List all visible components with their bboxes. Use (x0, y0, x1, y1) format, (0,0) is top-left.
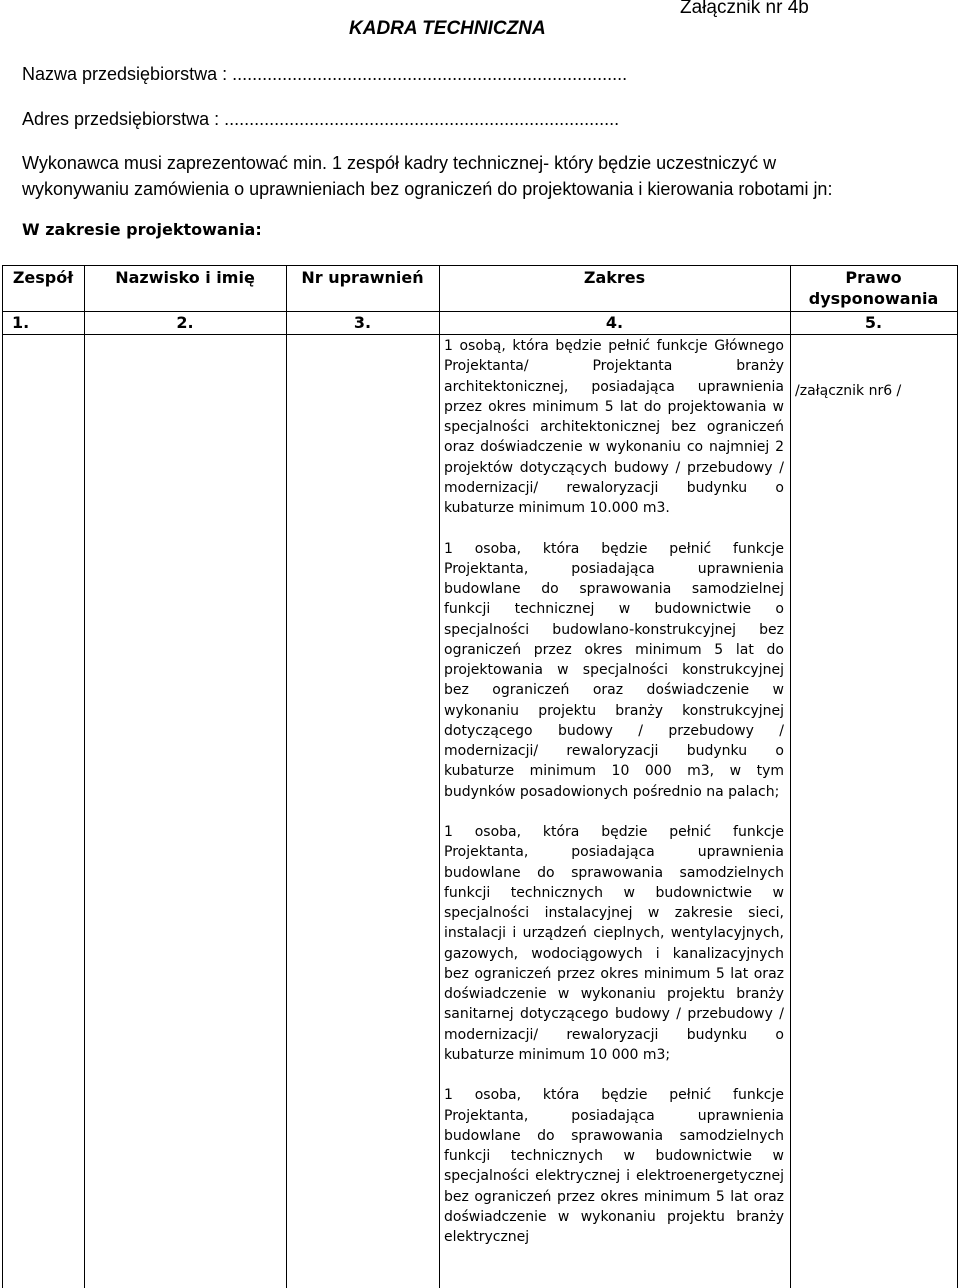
company-name-line: Nazwa przedsiębiorstwa : ............................................................................... (22, 64, 628, 84)
zakres-item-sanitarna: 1 osoba, która będzie pełnić funkcje Projektanta, posiadająca uprawnienia budowlane do sprawowania samodzielnych funkcji technicznych w budownictwie w specjalności instalacyjnej w zakresie sieci, instalacji i urządzeń cieplnych, wentylacyjnych, gazowych, wodociągowych i kanalizacyjnych bez ograniczeń przez okres minimum 5 lat oraz doświadczenie w wykonaniu projektu branży sanitarnej dotyczącego budowy / przebudowy / modernizacji/ rewaloryzacji budynku o kubaturze minimum 10 000 m3; (444, 824, 784, 1063)
zakres-column (444, 336, 784, 1268)
table-border-top (2, 265, 958, 266)
header-prawo-line1: Prawo (845, 268, 902, 287)
col-number-1: 1. (12, 313, 30, 332)
intro-line-1: Wykonawca musi zaprezentować min. 1 zespół kadry technicznej- który będzie uczestniczyć w (22, 153, 777, 173)
zakres-item-konstrukcja: 1 osoba, która będzie pełnić funkcje Projektanta, posiadająca uprawnienia budowlane do sprawowania samodzielnej funkcji technicznej w budownictwie o specjalności budowlano-konstrukcyjnej bez ograniczeń przez okres minimum 5 lat do projektowania w specjalności konstrukcyjnej bez ograniczeń oraz doświadczenie w wykonaniu projektu branży konstrukcyjnej dotyczącego budowy / przebudowy / modernizacji/ rewaloryzacji budynku o kubaturze minimum 10 000 m3, w tym budynków posadowionych pośrednio na palach; (444, 540, 784, 800)
zakres-item-architekt: 1 osobą, która będzie pełnić funkcje Głównego Projektanta/ Projektanta branży architektonicznej, posiadająca uprawnienia przez okres minimum 5 lat do projektowania w specjalności architektonicznej bez ograniczeń oraz doświadczenie w wykonaniu co najmniej 2 projektów dotyczących budowy / przebudowy / modernizacji/ rewaloryzacji budynku o kubaturze minimum 10.000 m3. (444, 338, 784, 516)
col-number-2: 2. (176, 313, 194, 332)
header-prawo-line2: dysponowania (808, 289, 939, 308)
header-nazwisko: Nazwisko i imię (115, 268, 255, 287)
col-number-5: 5. (864, 313, 883, 332)
section-title: W zakresie projektowania: (22, 220, 262, 239)
header-zespol: Zespół (12, 268, 74, 287)
col-number-4: 4. (605, 313, 624, 332)
header-zakres: Zakres (583, 268, 646, 287)
document-title: KADRA TECHNICZNA (349, 18, 546, 39)
table-border-left (2, 265, 3, 1288)
table-border-right (957, 265, 958, 1288)
table-col-divider-2 (286, 265, 287, 1288)
table-col-divider-4 (790, 265, 791, 1288)
annex-label: Załącznik nr 4b (680, 0, 809, 18)
company-address-line: Adres przedsiębiorstwa : ............................................................................... (22, 109, 620, 129)
zakres-item-elektryczna: 1 osoba, która będzie pełnić funkcje Projektanta, posiadająca uprawnienia budowlane do sprawowania samodzielnych funkcji technicznych w budownictwie w specjalności elektrycznej i elektroenergetycznej bez ograniczeń przez okres minimum 5 lat oraz doświadczenie w wykonaniu projektu branży elektrycznej (444, 1087, 784, 1245)
table-col-divider-3 (439, 265, 440, 1288)
table-col-divider-1 (84, 265, 85, 1288)
header-nr-uprawnien: Nr uprawnień (301, 268, 424, 287)
header-prawo (790, 267, 957, 309)
prawo-dysponowania-value: /załącznik nr6 / (795, 383, 902, 399)
intro-line-2: wykonywaniu zamówienia o uprawnieniach bez ograniczeń do projektowania i kierowania robotami jn: (22, 179, 833, 199)
col-number-3: 3. (353, 313, 372, 332)
table-number-divider (2, 334, 958, 335)
table-header-divider (2, 311, 958, 312)
